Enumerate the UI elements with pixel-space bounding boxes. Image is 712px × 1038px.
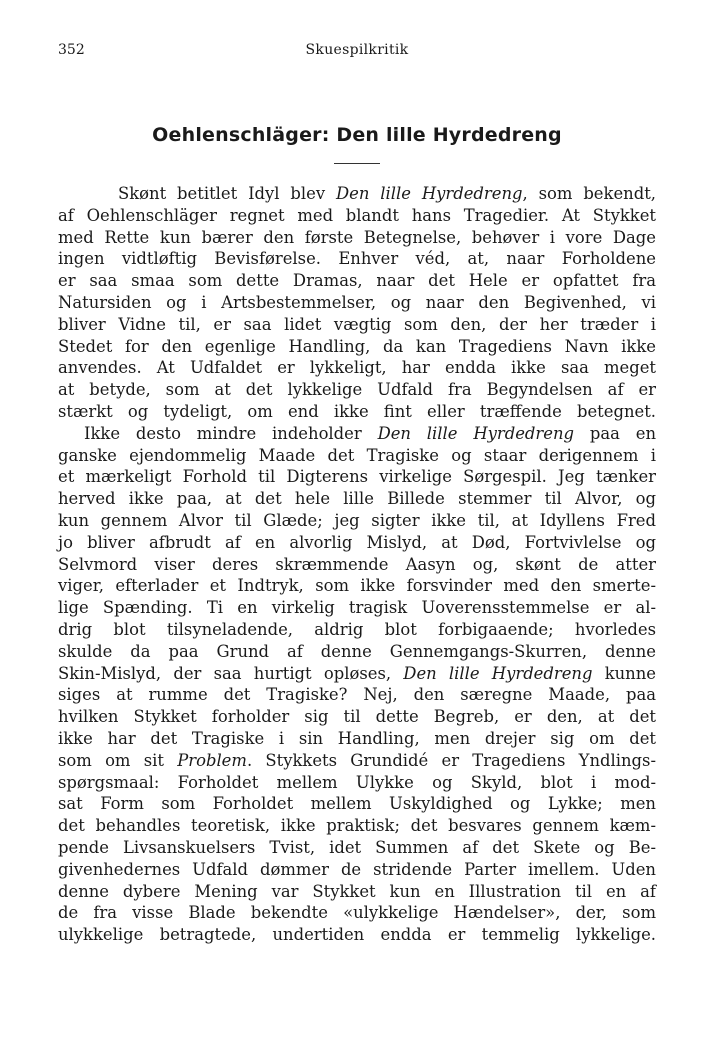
text-line bbox=[58, 314, 656, 336]
text-line bbox=[58, 902, 656, 924]
text-run: hvilken Stykket forholder sig til dette Begreb, er den, at det bbox=[58, 707, 656, 727]
text-line bbox=[58, 881, 656, 903]
title-rule bbox=[334, 163, 380, 164]
text-run: bliver Vidne til, er saa lidet vægtig som den, der her træder i bbox=[58, 314, 656, 334]
text-run: skulde da paa Grund af denne Gennemgangs-Skurren, denne bbox=[58, 641, 656, 661]
text-line bbox=[58, 248, 656, 270]
text-line bbox=[58, 924, 656, 946]
text-line bbox=[58, 684, 656, 706]
text-line bbox=[58, 837, 656, 859]
text-line bbox=[58, 227, 656, 249]
italic-title: Den lille Hyrdedreng bbox=[336, 184, 523, 203]
text-line bbox=[58, 575, 656, 597]
text-line bbox=[58, 859, 656, 881]
text-run: siges at rumme det Tragiske? Nej, den særegne Maade, paa bbox=[58, 685, 656, 705]
text-run: ingen vidtløftig Bevisførelse. Enhver véd, at, naar Forholdene bbox=[58, 249, 656, 269]
text-line bbox=[58, 750, 656, 772]
text-run: herved ikke paa, at det hele lille Billede stemmer til Alvor, og bbox=[58, 489, 656, 509]
text-line bbox=[58, 641, 656, 663]
text-line bbox=[58, 554, 656, 576]
text-line bbox=[58, 466, 656, 488]
text-run: Skin-Mislyd, der saa hurtigt opløses, bbox=[58, 663, 404, 683]
text-line bbox=[58, 357, 656, 379]
text-line bbox=[58, 445, 656, 467]
text-run: ikke har det Tragiske i sin Handling, men drejer sig om det bbox=[58, 728, 656, 748]
running-head bbox=[58, 38, 656, 64]
text-line bbox=[58, 183, 656, 205]
text-run: et mærkeligt Forhold til Digterens virkelige Sørgespil. Jeg tænker bbox=[58, 467, 656, 487]
text-line bbox=[58, 336, 656, 358]
text-run: kun gennem Alvor til Glæde; jeg sigter ikke til, at Idyllens Fred bbox=[58, 510, 656, 530]
text-line bbox=[58, 270, 656, 292]
text-line bbox=[58, 706, 656, 728]
text-run: med Rette kun bærer den første Betegnelse, behøver i vore Dage bbox=[58, 227, 656, 247]
text-run: denne dybere Mening var Stykket kun en Illustration til en af bbox=[58, 881, 656, 901]
text-run: stærkt og tydeligt, om end ikke fint eller træffende betegnet. bbox=[58, 401, 656, 421]
text-run: kunne bbox=[592, 663, 656, 683]
text-run: viger, efterlader et Indtryk, som ikke forsvinder med den smerte- bbox=[58, 576, 656, 596]
text-run: Ikke desto mindre indeholder bbox=[84, 423, 378, 443]
italic-title: Problem bbox=[177, 750, 247, 770]
text-run: de fra visse Blade bekendte «ulykkelige Hændelser», der, som bbox=[58, 903, 656, 923]
text-line bbox=[58, 510, 656, 532]
text-run: . Stykkets Grundidé er Tragediens Yndlings- bbox=[246, 750, 656, 770]
text-line bbox=[58, 488, 656, 510]
text-line bbox=[58, 619, 656, 641]
text-run: Stedet for den egenlige Handling, da kan Tragediens Navn ikke bbox=[58, 336, 656, 356]
text-run: drig blot tilsyneladende, aldrig blot forbigaaende; hvorledes bbox=[58, 619, 656, 639]
text-run: lige Spænding. Ti en virkelig tragisk Uoverensstemmelse er al- bbox=[58, 598, 656, 618]
text-run: ulykkelige betragtede, undertiden endda er temmelig lykkelige. bbox=[58, 925, 656, 945]
text-run: som om sit bbox=[58, 750, 178, 770]
text-run: paa en bbox=[574, 423, 656, 443]
text-line bbox=[58, 532, 656, 554]
text-run: , som bekendt, bbox=[522, 184, 656, 203]
text-run: at betyde, som at det lykkelige Udfald fra Begyndelsen af er bbox=[58, 380, 656, 400]
text-line bbox=[58, 815, 656, 837]
text-run: Selvmord viser deres skræmmende Aasyn og, skønt de atter bbox=[58, 554, 656, 574]
text-run: Natursiden og i Artsbestemmelser, og naar den Begivenhed, vi bbox=[58, 292, 656, 312]
text-run: sat Form som Forholdet mellem Uskyldighed og Lykke; men bbox=[58, 794, 656, 814]
running-title: Skuespilkritik bbox=[305, 42, 409, 58]
text-line bbox=[58, 772, 656, 794]
text-run: spørgsmaal: Forholdet mellem Ulykke og Skyld, blot i mod- bbox=[58, 772, 656, 792]
text-run: det behandles teoretisk, ikke praktisk; det besvares gennem kæm- bbox=[58, 816, 656, 836]
text-run: anvendes. At Udfaldet er lykkeligt, har endda ikke saa meget bbox=[58, 358, 656, 378]
text-line bbox=[58, 663, 656, 685]
text-line bbox=[58, 401, 656, 423]
text-run: Skønt betitlet Idyl blev bbox=[118, 184, 337, 203]
text-line bbox=[58, 423, 656, 445]
text-run: jo bliver afbrudt af en alvorlig Mislyd, at Død, Fortvivlelse og bbox=[58, 532, 656, 552]
body-text bbox=[58, 183, 656, 946]
text-line bbox=[58, 728, 656, 750]
text-line bbox=[58, 292, 656, 314]
page-number: 352 bbox=[58, 42, 85, 58]
text-line bbox=[58, 379, 656, 401]
text-run: er saa smaa som dette Dramas, naar det Hele er opfattet fra bbox=[58, 271, 656, 291]
chapter-title: Oehlenschläger: Den lille Hyrdedreng bbox=[152, 124, 562, 146]
text-line bbox=[58, 205, 656, 227]
text-run: ganske ejendommelig Maade det Tragiske og staar derigennem i bbox=[58, 445, 656, 465]
text-run: givenhedernes Udfald dømmer de stridende Parter imellem. Uden bbox=[58, 859, 656, 879]
italic-title: Den lille Hyrdedreng bbox=[377, 423, 574, 443]
italic-title: Den lille Hyrdedreng bbox=[403, 663, 593, 683]
text-line bbox=[58, 597, 656, 619]
text-line bbox=[58, 793, 656, 815]
text-run: pende Livsanskuelsers Tvist, idet Summen af det Skete og Be- bbox=[58, 837, 656, 857]
text-run: af Oehlenschläger regnet med blandt hans Tragedier. At Stykket bbox=[58, 205, 656, 225]
